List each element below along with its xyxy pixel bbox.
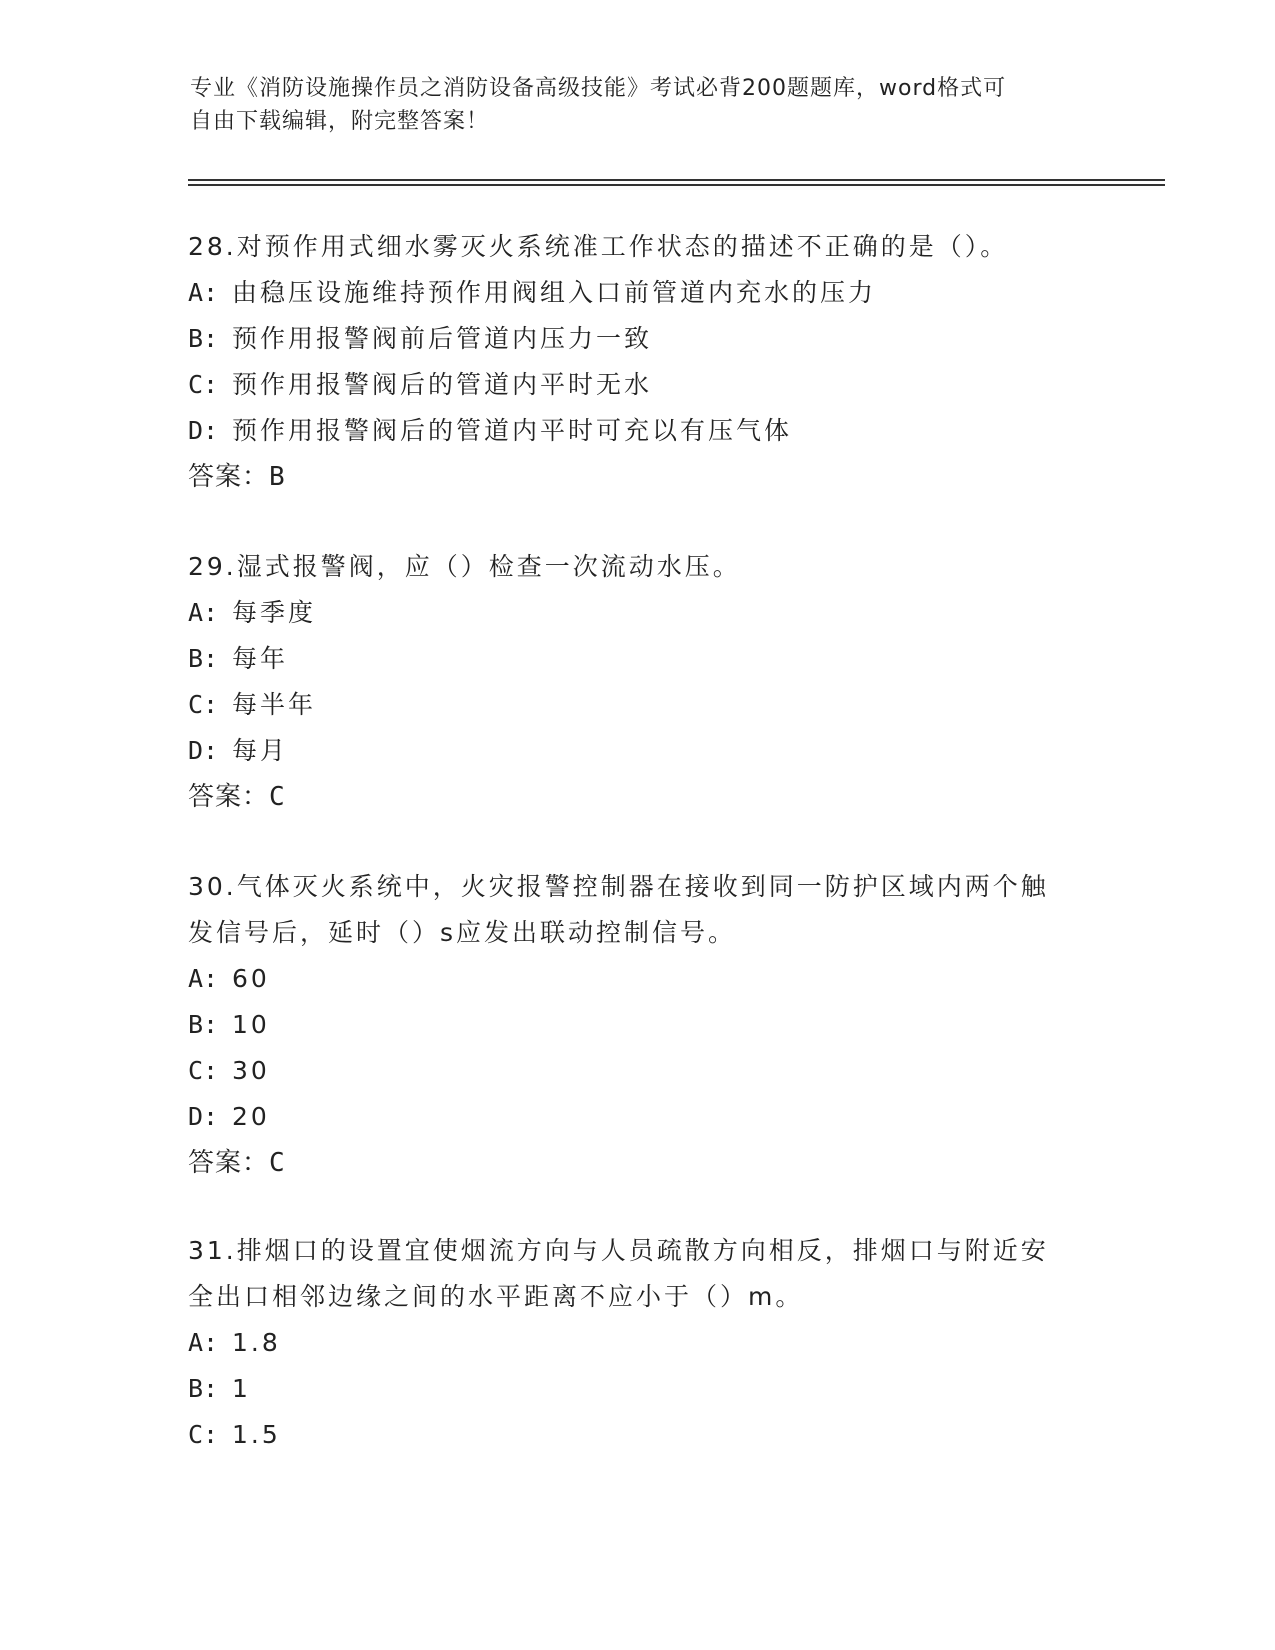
header-divider-top bbox=[188, 179, 1165, 181]
option-letter: C: bbox=[188, 370, 219, 399]
option-b bbox=[188, 1002, 1088, 1048]
option-d bbox=[188, 1094, 1088, 1140]
option-text: 由稳压设施维持预作用阀组入口前管道内充水的压力 bbox=[232, 278, 877, 307]
option-text: 1.8 bbox=[232, 1328, 281, 1357]
question-30 bbox=[188, 864, 1088, 1186]
answer-label: 答案： bbox=[188, 782, 270, 812]
option-letter: B: bbox=[188, 1374, 219, 1403]
question-text bbox=[188, 864, 1088, 956]
header-line-2: 自由下载编辑，附完整答案！ bbox=[190, 109, 490, 134]
header-divider-bottom bbox=[188, 184, 1165, 186]
option-text: 20 bbox=[232, 1102, 270, 1131]
option-letter: B: bbox=[188, 324, 219, 353]
option-text: 30 bbox=[232, 1056, 270, 1085]
option-a bbox=[188, 1320, 1088, 1366]
option-text: 预作用报警阀前后管道内压力一致 bbox=[232, 324, 653, 353]
option-letter: C: bbox=[188, 1420, 219, 1449]
option-text: 60 bbox=[232, 964, 270, 993]
option-d bbox=[188, 728, 1088, 774]
question-28 bbox=[188, 224, 1088, 500]
option-letter: B: bbox=[188, 1010, 219, 1039]
question-text-line: 28.对预作用式细水雾灭火系统准工作状态的描述不正确的是（）。 bbox=[188, 232, 1009, 261]
answer-value: C bbox=[269, 1148, 286, 1178]
option-a bbox=[188, 956, 1088, 1002]
option-text: 每年 bbox=[232, 644, 289, 673]
option-text: 每季度 bbox=[232, 598, 317, 627]
question-text-line: 发信号后，延时（）s应发出联动控制信号。 bbox=[188, 918, 737, 947]
question-text-line: 30.气体灭火系统中，火灾报警控制器在接收到同一防护区域内两个触 bbox=[188, 872, 1049, 901]
option-d bbox=[188, 408, 1088, 454]
answer-value: B bbox=[269, 462, 286, 492]
option-letter: A: bbox=[188, 964, 219, 993]
option-b bbox=[188, 316, 1088, 362]
option-text: 预作用报警阀后的管道内平时无水 bbox=[232, 370, 653, 399]
question-text bbox=[188, 224, 1088, 270]
question-text-line: 29.湿式报警阀，应（）检查一次流动水压。 bbox=[188, 552, 741, 581]
option-a bbox=[188, 590, 1088, 636]
answer bbox=[188, 454, 1088, 500]
option-letter: D: bbox=[188, 416, 219, 445]
question-text bbox=[188, 1228, 1088, 1320]
option-letter: B: bbox=[188, 644, 219, 673]
answer bbox=[188, 774, 1088, 820]
option-letter: A: bbox=[188, 1328, 219, 1357]
option-b bbox=[188, 1366, 1088, 1412]
answer-label: 答案： bbox=[188, 462, 270, 492]
document-header bbox=[190, 72, 1090, 138]
option-c bbox=[188, 682, 1088, 728]
answer-value: C bbox=[269, 782, 286, 812]
option-c bbox=[188, 362, 1088, 408]
option-c bbox=[188, 1048, 1088, 1094]
option-letter: C: bbox=[188, 1056, 219, 1085]
option-letter: C: bbox=[188, 690, 219, 719]
option-b bbox=[188, 636, 1088, 682]
question-31 bbox=[188, 1228, 1088, 1458]
option-text: 每月 bbox=[232, 736, 289, 765]
option-letter: D: bbox=[188, 1102, 219, 1131]
option-text: 1 bbox=[232, 1374, 251, 1403]
option-a bbox=[188, 270, 1088, 316]
header-line-1: 专业《消防设施操作员之消防设备高级技能》考试必背200题题库，word格式可 bbox=[190, 76, 1007, 101]
option-text: 10 bbox=[232, 1010, 270, 1039]
option-letter: D: bbox=[188, 736, 219, 765]
question-text bbox=[188, 544, 1088, 590]
option-c bbox=[188, 1412, 1088, 1458]
option-letter: A: bbox=[188, 278, 219, 307]
option-text: 1.5 bbox=[232, 1420, 281, 1449]
question-text-line: 全出口相邻边缘之间的水平距离不应小于（）m。 bbox=[188, 1282, 804, 1311]
answer bbox=[188, 1140, 1088, 1186]
option-text: 预作用报警阀后的管道内平时可充以有压气体 bbox=[232, 416, 793, 445]
answer-label: 答案： bbox=[188, 1148, 270, 1178]
option-text: 每半年 bbox=[232, 690, 317, 719]
option-letter: A: bbox=[188, 598, 219, 627]
question-text-line: 31.排烟口的设置宜使烟流方向与人员疏散方向相反，排烟口与附近安 bbox=[188, 1236, 1049, 1265]
question-29 bbox=[188, 544, 1088, 820]
